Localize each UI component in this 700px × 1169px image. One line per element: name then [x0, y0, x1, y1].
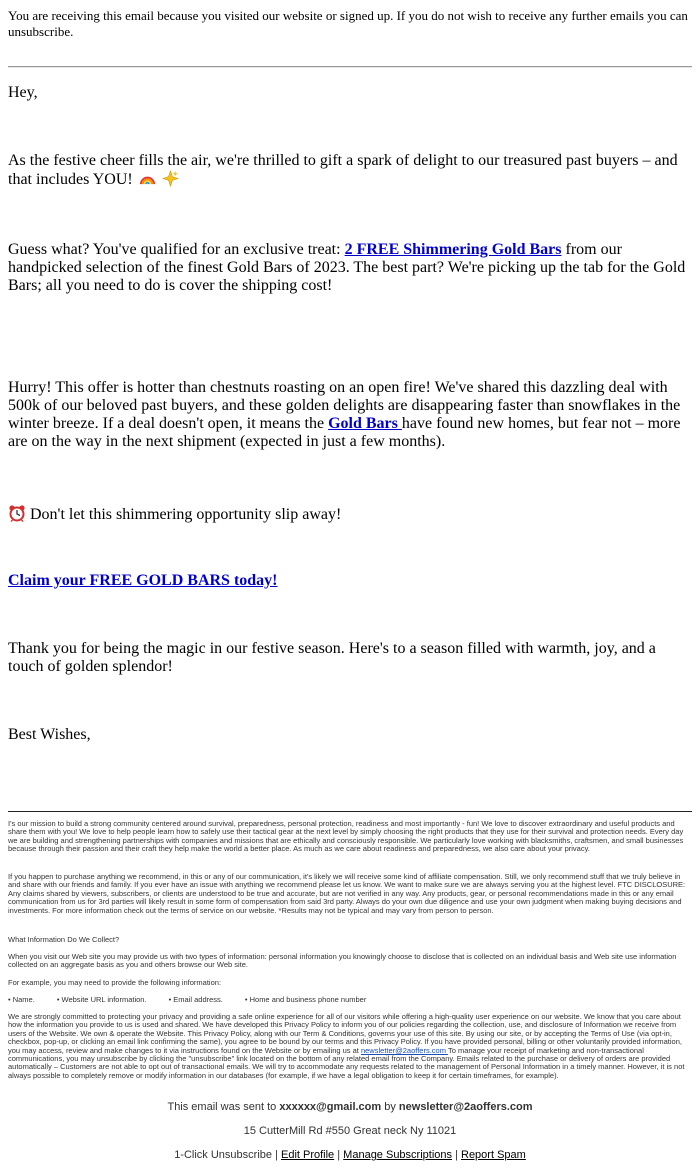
cta-line	[8, 572, 692, 590]
list-item: • Email address.	[168, 995, 223, 1004]
list-item: • Home and business phone number	[244, 995, 367, 1004]
alarm-text: Don't let this shimmering opportunity slip away!	[30, 506, 342, 523]
unsubscribe-label[interactable]: 1-Click Unsubscribe	[174, 1149, 272, 1161]
signoff: Best Wishes,	[8, 726, 91, 743]
what-info-heading: What Information Do We Collect?	[8, 935, 120, 944]
thanks-paragraph: Thank you for being the magic in our festive season. Here's to a season filled with warmth, joy, and a touch of golden splendor!	[8, 640, 656, 675]
separator: |	[334, 1149, 344, 1161]
report-spam-link[interactable]: Report Spam	[461, 1149, 526, 1161]
claim-gold-bars-link[interactable]: Claim your FREE GOLD BARS today!	[8, 572, 278, 589]
sent-by: by	[381, 1101, 399, 1113]
privacy-text-after: To manage your receipt of marketing and non-transactional communications, you may unsubscribe by clicking the "unsubscribe" link located on the bottom of any related email from the Company. Emails related to the purchase or delivery of orders are provided automatically – Customers are not able to opt out of transactional emails. We will try to accommodate any requests related to the management of Personal Information in a timely manner. However, it is not always possible to completely remove or modify information in our databases (for example, if we have a legal obligation to keep it for certain timeframes, for example).	[8, 1045, 685, 1080]
recipient-email: xxxxxx@gmail.com	[279, 1101, 382, 1113]
list-item: • Website URL information.	[56, 995, 147, 1004]
what-info-text: When you visit our Web site you may provide us with two types of information: personal information you knowingly choose to disclose that is collected on an individual basis and Web site use information collected on an aggregate basis as you and others browse our Web site.	[8, 952, 677, 970]
list-item: • Name.	[8, 995, 35, 1004]
sender-email: newsletter@2aoffers.com	[398, 1101, 533, 1113]
affiliate-disclosure: If you happen to purchase anything we recommend, in this or any of our communication, it's likely we will receive some kind of affiliate compensation. Still, we only recommend stuff that we truly believe in and share with our friends and family. If you ever have an issue with anything we recommend please let us know. We want to make sure we are always serving you at the highest level. FTC DISCLOSURE: Any claims shared by viewers, subscribers, or clients are understood to be true and accurate, but are not verified in any way. Any products, gear, or personal recommendations made in this or any email communication from us for 3rd parties will likely result in some form of compensation from said 3rd party. Always do your own due diligence and use your own judgment when making buying decisions and investments. For more information check out the terms of service on our website. *Results may not be typical and may vary from person to person.	[8, 872, 686, 915]
intro-paragraph	[8, 152, 692, 189]
alarm-clock-icon	[8, 504, 26, 522]
unsubscribe-notice: You are receiving this email because you visited our website or signed up. If you do not wish to receive any further emails you can unsubscribe.	[8, 8, 688, 39]
postal-address: 15 CutterMill Rd #550 Great neck Ny 11021	[243, 1125, 457, 1137]
example-intro: For example, you may need to provide the following information:	[8, 978, 222, 987]
separator: |	[272, 1149, 281, 1161]
hurry-text-before: Hurry! This offer is hotter than chestnuts roasting on an open fire! We've shared this dazzling deal with 500k of our beloved past buyers, and these golden delights are disappearing faster than snowflakes in the winter breeze. If a deal doesn't open, it means the	[8, 379, 681, 432]
greeting: Hey,	[8, 84, 38, 101]
privacy-text-before: We are strongly committed to protecting your privacy and providing a safe online experience for all of our visitors while offering a high-quality user experience on our website. We know that you care about how the information you provide to us is used and shared. We have developed this Privacy Policy to inform you of our policies regarding the collection, use, and disclosure of Information we receive from users of the Website. We own & operate the Website. This Privacy Policy, along with our Term & Conditions, governs your use of this site. By using our site, or by accepting the Terms of Use (via opt-in, checkbox, pop-up, or clicking an email link confirming the same), you agree to be bound by our terms and this Privacy Policy. If you have provided personal, billing or other voluntarily provided information, you may access, review and make changes to it via instructions found on the Website or by emailing us at	[8, 1012, 682, 1055]
gold-bars-link[interactable]: Gold Bars	[328, 415, 402, 432]
footer-divider	[8, 811, 692, 812]
footer-links	[0, 1149, 700, 1162]
alarm-line	[8, 504, 692, 524]
rainbow-icon	[139, 170, 156, 187]
offer-text-after: from our handpicked selection of the finest Gold Bars of 2023. The best part? We're picking up the tab for the Gold Bars; all you need to do is cover the shipping cost!	[8, 241, 686, 294]
free-gold-bars-link[interactable]: 2 FREE Shimmering Gold Bars	[344, 241, 562, 258]
header-divider	[8, 66, 692, 68]
privacy-email-link[interactable]: newsletter@2aoffers.com	[360, 1045, 448, 1055]
separator: |	[452, 1149, 461, 1161]
privacy-policy-text	[8, 1013, 692, 1080]
intro-text: As the festive cheer fills the air, we're thrilled to gift a spark of delight to our treasured past buyers – and that includes YOU!	[8, 152, 678, 188]
example-list	[8, 996, 692, 1004]
sent-prefix: This email was sent to	[167, 1101, 280, 1113]
sparkles-icon	[162, 170, 179, 187]
offer-paragraph	[8, 241, 692, 295]
offer-text-before: Guess what? You've qualified for an exclusive treat:	[8, 241, 345, 258]
sent-to-line	[0, 1101, 700, 1114]
edit-profile-link[interactable]: Edit Profile	[280, 1149, 335, 1161]
manage-subscriptions-link[interactable]: Manage Subscriptions	[343, 1149, 453, 1161]
hurry-text-after: have found new homes, but fear not – more are on the way in the next shipment (expected in just a few months).	[8, 415, 681, 450]
mission-text: I's our mission to build a strong community centered around survival, preparedness, personal protection, readiness and most importantly - fun! We love to discover extraordinary and useful products and share them with you! We love to help people learn how to safely use their tactical gear at the next level by simply choosing the right products that they use for their survival and protection needs. Every day we are building and strengthening partnerships with companies and missions that are ethically and consciously responsible. We particularly love working with blacksmiths, craftsmen, and small businesses because through their passion and their craft they help make the world a better place. As much as we care about readiness and preparedness, we also care about your privacy.	[8, 819, 684, 854]
hurry-paragraph	[8, 379, 692, 451]
